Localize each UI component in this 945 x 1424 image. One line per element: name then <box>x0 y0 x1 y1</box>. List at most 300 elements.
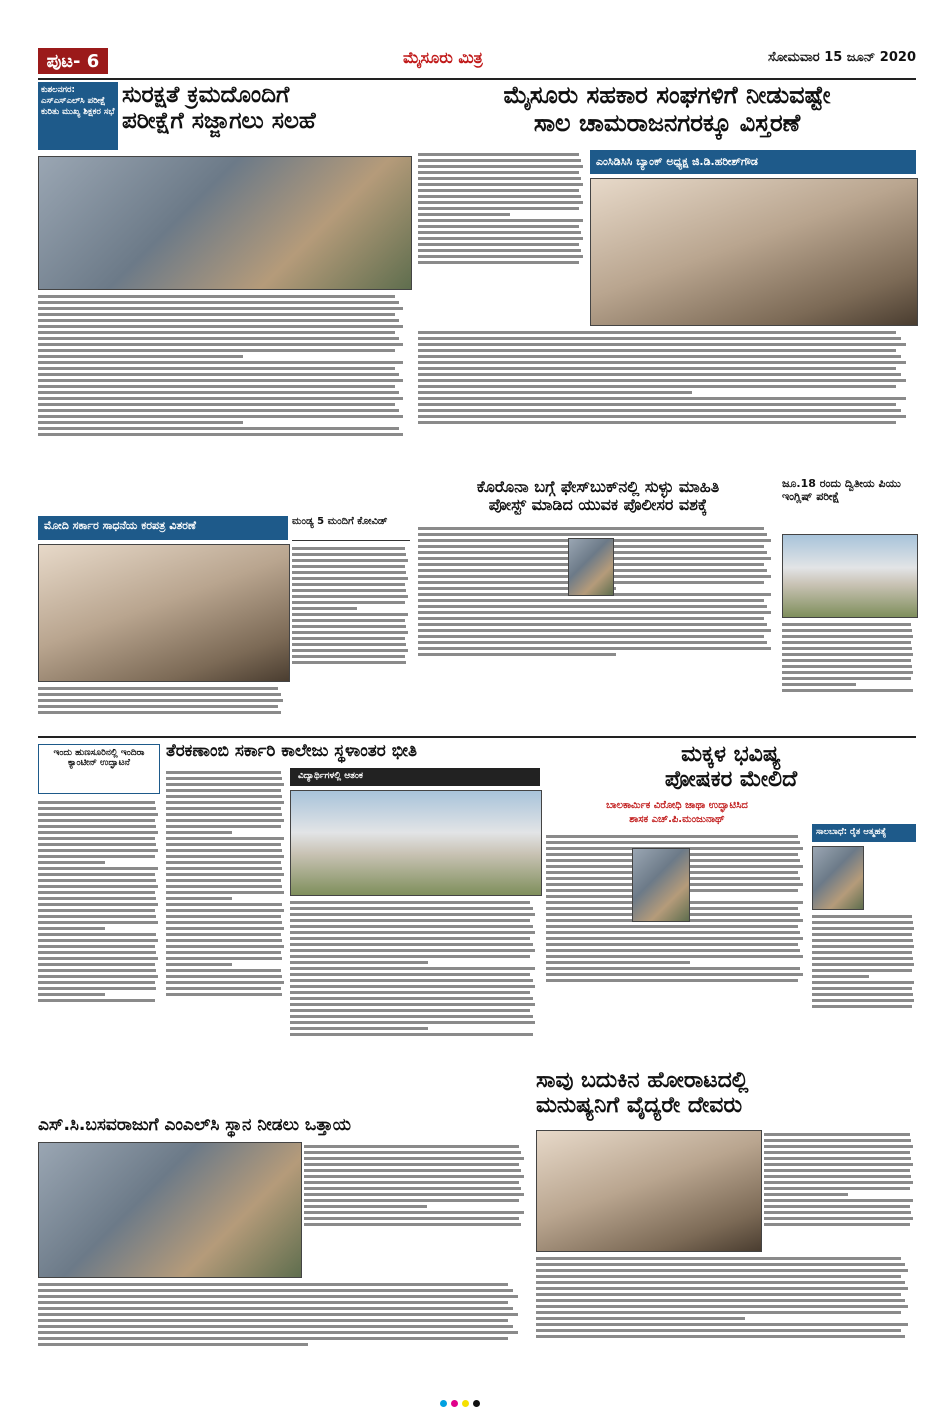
text-line <box>418 331 896 334</box>
text-line <box>764 1169 910 1172</box>
text-line <box>292 649 408 652</box>
text-line <box>812 981 914 984</box>
text-line <box>812 999 914 1002</box>
exam-kicker: ಕುಶಲನಗರ: ಎಸ್‌ಎಸ್‌ಎಲ್‌ಸಿ ಪರೀಕ್ಷೆ ಕುರಿತು ಮುಖ್ಯ ಶಿಕ್ಷಕರ ಸಭೆ <box>41 85 115 117</box>
doctors-felicitation-photo <box>536 1130 762 1252</box>
mlc-press-photo <box>38 1142 302 1278</box>
text-line <box>38 355 243 358</box>
text-line <box>304 1205 427 1208</box>
text-line <box>546 979 798 982</box>
issue-date: ಸೋಮವಾರ 15 ಜೂನ್ 2020 <box>768 50 916 65</box>
text-line <box>166 813 282 816</box>
text-line <box>38 945 155 948</box>
text-line <box>812 939 913 942</box>
facebook-headline <box>418 478 778 515</box>
doctors-headline-line1: ಸಾವು ಬದುಕಿನ ಹೋರಾಟದಲ್ಲಿ <box>536 1068 749 1093</box>
text-line <box>38 927 105 930</box>
text-line <box>166 933 281 936</box>
text-line <box>38 1307 513 1310</box>
page-number: ಪುಟ- 6 <box>38 48 108 74</box>
text-line <box>166 981 284 984</box>
text-line <box>812 987 912 990</box>
text-line <box>292 571 406 574</box>
text-line <box>418 249 581 252</box>
text-line <box>764 1193 848 1196</box>
exam-headline <box>122 82 412 135</box>
text-line <box>292 595 408 598</box>
text-line <box>418 641 767 644</box>
text-line <box>38 861 105 864</box>
college-headline: ತೆರಕಣಾಂಬಿ ಸರ್ಕಾರಿ ಕಾಲೇಜು ಸ್ಥಳಾಂತರ ಭೀತಿ <box>166 741 418 761</box>
text-line <box>38 825 156 828</box>
text-line <box>764 1205 910 1208</box>
text-line <box>292 643 406 646</box>
text-line <box>418 605 767 608</box>
text-line <box>292 577 408 580</box>
text-line <box>546 835 798 838</box>
text-line <box>38 837 155 840</box>
text-line <box>418 219 583 222</box>
text-line <box>290 919 530 922</box>
text-line <box>812 969 912 972</box>
text-line <box>418 611 771 614</box>
coop-felicitation-photo <box>590 178 918 326</box>
text-line <box>418 201 583 204</box>
text-line <box>38 867 158 870</box>
text-line <box>38 903 158 906</box>
modi-distribution-photo <box>38 544 290 682</box>
text-line <box>38 1319 508 1322</box>
text-line <box>812 1005 912 1008</box>
text-line <box>166 951 281 954</box>
text-line <box>292 607 357 610</box>
text-line <box>166 963 232 966</box>
text-line <box>38 975 158 978</box>
mlc-body-text-1 <box>304 1142 528 1276</box>
text-line <box>38 433 403 436</box>
text-line <box>418 533 767 536</box>
text-line <box>782 635 913 638</box>
text-line <box>166 771 281 774</box>
text-line <box>166 789 281 792</box>
college-subhead: ವಿದ್ಯಾರ್ಥಿಗಳಲ್ಲಿ ಆತಂಕ <box>290 768 540 786</box>
text-line <box>166 849 282 852</box>
text-line <box>292 631 408 634</box>
text-line <box>38 885 158 888</box>
text-line <box>536 1263 905 1266</box>
coop-headline <box>418 82 916 137</box>
text-line <box>418 165 583 168</box>
text-line <box>38 1289 513 1292</box>
text-line <box>38 915 156 918</box>
text-line <box>536 1335 905 1338</box>
text-line <box>292 637 405 640</box>
facebook-headline-line1: ಕೊರೊನಾ ಬಗ್ಗೆ ಫೇಸ್‌ಬುಕ್‌ನಲ್ಲಿ ಸುಳ್ಳು ಮಾಹಿತಿ <box>476 477 720 496</box>
canteen-headline: ಇಂದು ಹುಣಸೂರಿನಲ್ಲಿ ಇಂದಿರಾ ಕ್ಯಾಂಟೀನ್ ಉದ್ಘಾಟನೆ <box>38 744 160 794</box>
text-line <box>812 975 869 978</box>
magenta-dot <box>451 1400 458 1407</box>
text-line <box>38 373 399 376</box>
text-line <box>38 981 155 984</box>
text-line <box>38 319 399 322</box>
text-line <box>38 987 156 990</box>
text-line <box>166 867 282 870</box>
doctors-headline-line2: ಮನುಷ್ಯನಿಗೆ ವೈದ್ಯರೇ ದೇವರು <box>536 1093 743 1119</box>
text-line <box>812 921 913 924</box>
text-line <box>38 831 158 834</box>
children-headline <box>546 742 916 793</box>
text-line <box>546 841 800 844</box>
text-line <box>290 955 530 958</box>
text-line <box>536 1317 745 1320</box>
text-line <box>38 385 395 388</box>
text-line <box>418 379 906 382</box>
text-line <box>290 1027 428 1030</box>
text-line <box>38 421 243 424</box>
section-divider <box>38 736 916 738</box>
text-line <box>38 921 158 924</box>
text-line <box>38 427 399 430</box>
text-line <box>812 993 913 996</box>
mlc-headline: ಎಸ್.ಸಿ.ಬಸವರಾಜುಗೆ ಎಂಎಲ್‌ಸಿ ಸ್ಥಾನ ನೀಡಲು ಒತ್ತಾಯ <box>38 1115 352 1135</box>
text-line <box>166 795 282 798</box>
text-line <box>38 307 403 310</box>
text-line <box>290 931 535 934</box>
text-line <box>292 655 405 658</box>
text-line <box>38 343 403 346</box>
cyan-dot <box>440 1400 447 1407</box>
college-body-text-1 <box>166 768 286 1112</box>
children-byline: ಶಾಸಕ ಎಚ್.ಪಿ.ಮಂಜುನಾಥ್ <box>629 814 725 825</box>
children-subhead: ಬಾಲಕಾರ್ಮಿಕ ವಿರೋಧಿ ಜಾಥಾ ಉದ್ಘಾಟಿಸಿದ <box>606 800 748 811</box>
text-line <box>812 951 912 954</box>
text-line <box>290 949 535 952</box>
text-line <box>304 1157 524 1160</box>
college-body-text-2 <box>290 898 540 1112</box>
text-line <box>38 349 395 352</box>
text-line <box>38 1343 308 1346</box>
exam-headline-line1: ಸುರಕ್ಷತೆ ಕ್ರಮದೊಂದಿಗೆ <box>122 82 290 108</box>
text-line <box>304 1145 519 1148</box>
text-line <box>166 885 282 888</box>
text-line <box>546 943 798 946</box>
coop-subhead: ಎಂಸಿಡಿಸಿಸಿ ಬ್ಯಾಂಕ್ ಅಧ್ಯಕ್ಷ ಜಿ.ಡಿ.ಹರೀಶ್‌ಗೌಡ <box>590 150 916 174</box>
text-line <box>38 813 158 816</box>
farmer-photo <box>812 846 864 910</box>
text-line <box>38 379 403 382</box>
exam-headline-line2: ಪರೀಕ್ಷೆಗೆ ಸಜ್ಜಾಗಲು ಸಲಹೆ <box>122 108 316 135</box>
text-line <box>166 939 282 942</box>
exam-body-text <box>38 292 410 512</box>
text-line <box>764 1133 910 1136</box>
text-line <box>536 1281 905 1284</box>
text-line <box>38 963 155 966</box>
text-line <box>418 343 906 346</box>
text-line <box>38 337 399 340</box>
text-line <box>812 933 912 936</box>
text-line <box>38 999 155 1002</box>
text-line <box>38 993 105 996</box>
text-line <box>38 711 281 714</box>
text-line <box>782 665 912 668</box>
text-line <box>38 933 156 936</box>
corona-small-headline: ಮಂಡ್ಯ 5 ಮಂದಿಗೆ ಕೋವಿಡ್ <box>292 516 410 541</box>
text-line <box>812 945 914 948</box>
doctors-headline <box>536 1068 916 1119</box>
text-line <box>764 1217 913 1220</box>
text-line <box>418 391 692 394</box>
text-line <box>304 1151 521 1154</box>
text-line <box>166 855 284 858</box>
text-line <box>38 939 158 942</box>
text-line <box>38 699 283 702</box>
exam-kicker-box <box>38 82 118 150</box>
text-line <box>418 213 510 216</box>
text-line <box>418 361 906 364</box>
text-line <box>418 355 901 358</box>
text-line <box>290 1021 535 1024</box>
text-line <box>546 955 803 958</box>
text-line <box>38 951 156 954</box>
exam-meeting-photo <box>38 156 412 290</box>
coop-headline-line1: ಮೈಸೂರು ಸಹಕಾರ ಸಂಘಗಳಿಗೆ ನೀಡುವಷ್ಟೇ <box>503 81 831 109</box>
text-line <box>38 843 156 846</box>
modi-caption <box>38 684 288 732</box>
text-line <box>418 225 579 228</box>
facebook-headline-line2: ಪೋಸ್ಟ್ ಮಾಡಿದ ಯುವಕ ಪೊಲೀಸರ ವಶಕ್ಕೆ <box>488 495 708 515</box>
text-line <box>304 1223 521 1226</box>
text-line <box>38 957 158 960</box>
text-line <box>304 1169 521 1172</box>
text-line <box>536 1293 901 1296</box>
text-line <box>38 693 281 696</box>
text-line <box>782 671 913 674</box>
text-line <box>418 349 896 352</box>
text-line <box>782 623 911 626</box>
text-line <box>38 325 403 328</box>
text-line <box>166 945 284 948</box>
text-line <box>38 1313 518 1316</box>
text-line <box>782 677 911 680</box>
text-line <box>166 915 281 918</box>
puc-body-text <box>782 620 916 732</box>
text-line <box>764 1223 910 1226</box>
text-line <box>38 1325 513 1328</box>
text-line <box>38 873 155 876</box>
text-line <box>290 985 535 988</box>
text-line <box>38 301 399 304</box>
text-line <box>290 907 533 910</box>
text-line <box>38 879 156 882</box>
text-line <box>304 1217 519 1220</box>
text-line <box>782 653 913 656</box>
text-line <box>38 313 395 316</box>
text-line <box>38 891 155 894</box>
puc-headline: ಜೂ.18 ರಂದು ದ್ವಿತೀಯ ಪಿಯು ಇಂಗ್ಲಿಷ್ ಪರೀಕ್ಷೆ <box>782 477 901 503</box>
text-line <box>290 979 533 982</box>
text-line <box>418 261 579 264</box>
corona-small-body <box>292 544 410 732</box>
text-line <box>166 831 232 834</box>
text-line <box>38 361 403 364</box>
text-line <box>166 975 282 978</box>
coop-headline-line2: ಸಾಲ ಚಾಮರಾಜನಗರಕ್ಕೂ ವಿಸ್ತರಣೆ <box>533 108 801 137</box>
text-line <box>764 1181 913 1184</box>
text-line <box>418 177 581 180</box>
yellow-dot <box>462 1400 469 1407</box>
text-line <box>418 653 616 656</box>
text-line <box>38 397 403 400</box>
text-line <box>166 807 281 810</box>
text-line <box>418 171 579 174</box>
text-line <box>290 967 535 970</box>
text-line <box>418 237 583 240</box>
text-line <box>166 903 282 906</box>
text-line <box>38 897 156 900</box>
text-line <box>764 1211 911 1214</box>
text-line <box>38 367 395 370</box>
text-line <box>290 1015 533 1018</box>
text-line <box>38 1301 508 1304</box>
text-line <box>764 1145 913 1148</box>
text-line <box>166 909 284 912</box>
text-line <box>290 961 428 964</box>
text-line <box>304 1193 524 1196</box>
text-line <box>418 415 906 418</box>
text-line <box>290 1009 530 1012</box>
text-line <box>812 963 914 966</box>
text-line <box>418 243 579 246</box>
text-line <box>38 331 395 334</box>
children-headline-line2: ಪೋಷಕರ ಮೇಲಿದೆ <box>664 767 798 793</box>
text-line <box>166 927 284 930</box>
text-line <box>292 601 405 604</box>
text-line <box>782 659 911 662</box>
coop-body-text-1 <box>418 150 586 324</box>
text-line <box>166 897 232 900</box>
text-line <box>290 913 535 916</box>
text-line <box>418 599 764 602</box>
text-line <box>292 625 406 628</box>
text-line <box>290 937 530 940</box>
text-line <box>290 1033 533 1036</box>
children-mla-photo <box>632 848 690 922</box>
text-line <box>764 1151 910 1154</box>
text-line <box>536 1257 901 1260</box>
text-line <box>166 993 282 996</box>
text-line <box>418 255 583 258</box>
masthead <box>38 44 916 80</box>
text-line <box>536 1275 901 1278</box>
text-line <box>546 925 798 928</box>
black-dot <box>473 1400 480 1407</box>
text-line <box>764 1139 911 1142</box>
text-line <box>304 1175 524 1178</box>
text-line <box>304 1163 519 1166</box>
paper-name: ಮೈಸೂರು ಮಿತ್ರ <box>403 48 483 67</box>
text-line <box>536 1305 908 1308</box>
text-line <box>418 397 906 400</box>
text-line <box>418 421 896 424</box>
text-line <box>166 873 284 876</box>
text-line <box>418 231 581 234</box>
text-line <box>764 1163 913 1166</box>
text-line <box>166 825 281 828</box>
text-line <box>812 957 913 960</box>
text-line <box>292 553 406 556</box>
text-line <box>546 973 803 976</box>
text-line <box>304 1211 524 1214</box>
text-line <box>418 159 581 162</box>
text-line <box>546 931 800 934</box>
text-line <box>812 927 914 930</box>
college-building-photo <box>290 790 542 896</box>
text-line <box>290 901 530 904</box>
text-line <box>292 619 405 622</box>
text-line <box>292 583 405 586</box>
text-line <box>546 967 800 970</box>
text-line <box>782 629 912 632</box>
text-line <box>38 409 399 412</box>
text-line <box>418 183 583 186</box>
text-line <box>536 1311 901 1314</box>
text-line <box>764 1175 911 1178</box>
text-line <box>764 1187 910 1190</box>
text-line <box>418 403 896 406</box>
text-line <box>546 937 803 940</box>
text-line <box>418 629 771 632</box>
text-line <box>290 973 530 976</box>
text-line <box>418 385 896 388</box>
text-line <box>292 547 405 550</box>
text-line <box>292 565 405 568</box>
text-line <box>38 403 395 406</box>
canteen-body-text <box>38 798 160 1112</box>
text-line <box>536 1329 901 1332</box>
text-line <box>304 1199 519 1202</box>
text-line <box>38 969 156 972</box>
text-line <box>38 391 399 394</box>
text-line <box>418 337 901 340</box>
text-line <box>38 855 155 858</box>
text-line <box>166 837 284 840</box>
text-line <box>782 689 913 692</box>
text-line <box>38 295 395 298</box>
text-line <box>290 943 533 946</box>
text-line <box>290 997 533 1000</box>
text-line <box>166 843 281 846</box>
text-line <box>418 189 579 192</box>
coop-body-text-2 <box>418 328 916 474</box>
text-line <box>166 969 281 972</box>
text-line <box>536 1287 908 1290</box>
text-line <box>546 961 690 964</box>
text-line <box>418 409 901 412</box>
children-headline-line1: ಮಕ್ಕಳ ಭವಿಷ್ಯ <box>681 742 781 767</box>
doctors-body-text <box>536 1254 916 1384</box>
text-line <box>764 1199 913 1202</box>
text-line <box>292 589 406 592</box>
text-line <box>38 1295 518 1298</box>
text-line <box>418 647 771 650</box>
text-line <box>38 415 403 418</box>
text-line <box>812 915 912 918</box>
text-line <box>38 1331 518 1334</box>
facebook-accused-photo <box>568 538 614 596</box>
text-line <box>38 819 155 822</box>
text-line <box>166 861 281 864</box>
text-line <box>292 559 408 562</box>
